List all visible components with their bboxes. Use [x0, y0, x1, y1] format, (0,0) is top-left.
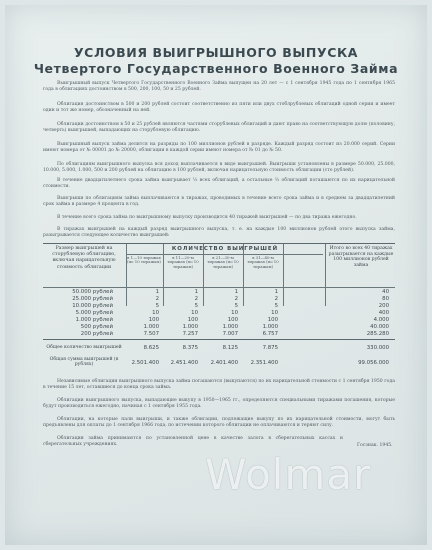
- count-cell: 5: [234, 303, 238, 309]
- table-header-tirazh-2: в 11—20-м тиражах (по 10 тиражам): [167, 256, 199, 269]
- count-cell: 10: [191, 310, 198, 316]
- paragraph-vyigryshi: По облигациям выигрышного выпуска вся доход выплачивается в виде выигрышей. Выигрыши установлены в размере 50.000, 25.000, 10.000, 5.000, 1.000, 500 и 200 рублей на облигацию в 100 рублей, включая нарицательную стоимость облигации (сто рублей).: [43, 162, 395, 174]
- total-cell: 400: [378, 310, 389, 316]
- count-cell: 2: [234, 296, 238, 302]
- table-row-total-sum: [43, 357, 395, 369]
- table-row-total-count: [43, 345, 395, 352]
- paragraph-percent: Выигрыши по облигациям займа выплачиваются в тиражах, проводимых в течение всего срока займа и в среднем за двадцатилетний срок займа в размере 4 процента в год.: [43, 196, 395, 208]
- total-cell: 80: [382, 296, 389, 302]
- count-cell: 1: [155, 289, 159, 295]
- paragraph-issue-terms: Выигрышный выпуск Четвертого Государственного Военного Займа выпущен на 20 лет — с 1 сентября 1945 года по 1 сентября 1965 года в облигациях достоинством в 500, 200, 100, 50 и 25 рублей.: [43, 81, 395, 93]
- table-header-tirazh-3: в 21—30-м тиражах (по 10 тиражам): [207, 256, 239, 269]
- title-line-2: Четвертого Государственного Военного Займа: [33, 61, 399, 76]
- count-cell: 2: [194, 296, 198, 302]
- table-row: [43, 289, 395, 296]
- prize-size: 1.000 рублей: [75, 317, 113, 323]
- paragraph-zalog: Облигации займа принимаются по установленной цене в качестве залога в сберегательных кассах и сберегательных учреждениях.: [43, 436, 343, 448]
- total-cell: 2.451.400: [170, 360, 198, 366]
- count-cell: 5: [155, 303, 159, 309]
- count-cell: 7.257: [182, 331, 198, 337]
- total-cell: 2.351.400: [250, 360, 278, 366]
- paragraph-vykup: Независимые облигации выигрышного выпуска займа погашаются (выкупаются) по их нарицательной стоимости с 1 сентября 1950 года в течение 15 лет, оставшиеся до конца срока займа.: [43, 379, 395, 391]
- table-header-total: Итого во всех 40 тиражах разыгрывается на каждые 100 миллионов рублей займа: [328, 246, 394, 268]
- table-header-prize-size: Размер выигрышей на сторублевую облигацию, включая нарицательную стоимость облигации: [52, 246, 116, 270]
- count-cell: 100: [187, 317, 198, 323]
- table-row: [43, 310, 395, 317]
- table-row: [43, 317, 395, 324]
- paragraph-share: В течение двадцатилетнего срока займа выигрывает ⅓ всех облигаций, а остальные ⅔ облигаций погашаются по их нарицательной стоимости.: [43, 178, 395, 190]
- prize-size: 200 рублей: [80, 331, 113, 337]
- count-cell: 10: [231, 310, 238, 316]
- count-cell: 10: [152, 310, 159, 316]
- count-cell: 100: [148, 317, 159, 323]
- prize-size: 5.000 рублей: [75, 310, 113, 316]
- prize-size: 10.000 рублей: [72, 303, 113, 309]
- total-label: Общая сумма выигрышей (в рублях): [49, 357, 119, 367]
- total-cell: 8.625: [143, 345, 159, 351]
- count-cell: 1: [234, 289, 238, 295]
- total-label: Общее количество выигрышей: [46, 345, 122, 350]
- total-cell: 2.501.400: [131, 360, 159, 366]
- count-cell: 1.000: [143, 324, 159, 330]
- paragraph-50-25: Облигации достоинством в 50 и 25 рублей являются частями сторублевых облигаций и дают право на соответствующую долю (половину, четверть) выигрышей, выпадающих на сторублевую облигацию.: [43, 122, 395, 134]
- paragraph-500-200: Облигация достоинством в 500 и 200 рублей состоит соответственно из пяти или двух стоблрублевых облигаций одной серии и имеет один и тот же номер, обозначенный на ней.: [43, 102, 395, 114]
- count-cell: 7.007: [222, 331, 238, 337]
- paragraph-tirazh-pogasheniya: Облигации выигрышного выпуска, выпадающие выкупу в 1950—1965 гг., определяются специальными тиражами погашения, которые будут производиться ежегодно, начиная с 1 сентября 1955 года.: [43, 398, 395, 410]
- total-cell: 4.000: [373, 317, 389, 323]
- count-cell: 1.000: [262, 324, 278, 330]
- count-cell: 100: [227, 317, 238, 323]
- count-cell: 5: [274, 303, 278, 309]
- table-header-group: КОЛИЧЕСТВО ВЫИГРЫШЕЙ: [127, 246, 323, 255]
- prize-size: 50.000 рублей: [72, 289, 113, 295]
- total-cell: 40: [382, 289, 389, 295]
- paragraph-razryady: Выигрышный выпуск займа делится на разряды по 100 миллионов рублей в разряде. Каждый разряд состоит из 20.000 серий. Серии имеют номера от № 00001 до № 20000, облигации в каждой серии имеют номера от № 01 до № 50.: [43, 142, 395, 154]
- total-cell: 7.875: [262, 345, 278, 351]
- watermark-logo: Wolmar: [205, 450, 372, 499]
- table-row: [43, 331, 395, 338]
- total-cell: 330.000: [366, 345, 389, 351]
- count-cell: 2: [155, 296, 159, 302]
- prize-size: 500 рублей: [80, 324, 113, 330]
- printer-mark: Госзнак. 1945.: [357, 443, 393, 448]
- count-cell: 1.000: [182, 324, 198, 330]
- count-cell: 1.000: [222, 324, 238, 330]
- table-row: [43, 324, 395, 331]
- paragraph-40-tirazhey: В течение всего срока займа по выигрышному выпуску производится 40 тиражей выигрышей — по два тиража ежегодно.: [57, 215, 357, 220]
- total-cell: 40.000: [370, 324, 389, 330]
- title-line-1: УСЛОВИЯ ВЫИГРЫШНОГО ВЫПУСКА: [73, 45, 359, 60]
- paragraph-oplata: Облигации, на которые пали выигрыши, и также облигации, подлежащие выкупу по их нарицательной стоимости, могут быть предъявлены для оплаты до 1 сентября 1966 года, по истечении которого облигации не оплачиваются и теряют силу.: [43, 417, 395, 429]
- prize-size: 25.000 рублей: [72, 296, 113, 302]
- table-header-separator: [43, 287, 395, 288]
- bond-conditions-sheet: [5, 5, 427, 545]
- total-cell: 2.401.400: [210, 360, 238, 366]
- count-cell: 1: [274, 289, 278, 295]
- table-row: [43, 303, 395, 310]
- count-cell: 1: [194, 289, 198, 295]
- count-cell: 6.757: [262, 331, 278, 337]
- count-cell: 5: [194, 303, 198, 309]
- prize-table-totals: [43, 345, 395, 375]
- count-cell: 7.507: [143, 331, 159, 337]
- total-cell: 200: [378, 303, 389, 309]
- count-cell: 10: [271, 310, 278, 316]
- count-cell: 100: [267, 317, 278, 323]
- total-cell: 8.125: [222, 345, 238, 351]
- table-header-tirazh-4: в 31—40-м тиражах (по 10 тиражам): [247, 256, 279, 269]
- table-row: [43, 296, 395, 303]
- total-cell: 285.280: [366, 331, 389, 337]
- count-cell: 2: [274, 296, 278, 302]
- table-header-tirazh-1: в 1—10 тиражах (по 10 тиражам): [127, 256, 161, 265]
- prize-table: [43, 243, 395, 340]
- paragraph-table-intro: В тиражах выигрышей на каждый разряд выигрышного выпуска, т. е. на каждые 100 миллионов рублей этого выпуска займа, разыгрывается следующее количество выигрышей:: [43, 227, 395, 239]
- total-cell: 8.375: [182, 345, 198, 351]
- total-cell: 99.056.000: [358, 360, 389, 366]
